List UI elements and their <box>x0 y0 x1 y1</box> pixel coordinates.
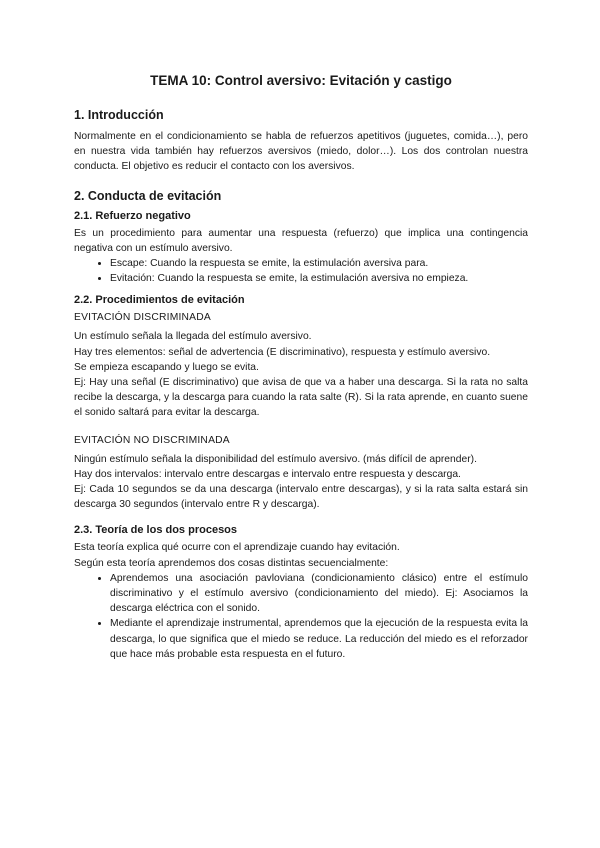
no-discriminada-line-1: Ningún estímulo señala la disponibilidad del estímulo aversivo. (más difícil de aprender). <box>74 453 477 465</box>
subsection-2-1-list <box>74 256 528 286</box>
discriminada-line-3: Se empieza escapando y luego se evita. <box>74 361 259 373</box>
list-item: • Aprendemos una asociación pavloviana (condicionamiento clásico) entre el estímulo discriminativo y el estímulo aversivo (condicionamiento del miedo). Ej: Asociamos la descarga eléctrica con el sonido. <box>110 571 528 617</box>
section-2-heading: 2. Conducta de evitación <box>74 188 222 203</box>
no-discriminada-line-2: Hay dos intervalos: intervalo entre descargas e intervalo entre respuesta y descarga. <box>74 468 461 480</box>
evitacion-no-discriminada-label: EVITACIÓN NO DISCRIMINADA <box>74 434 230 446</box>
subsection-2-2-heading: 2.2. Procedimientos de evitación <box>74 294 245 307</box>
subsection-2-1-paragraph: Es un procedimiento para aumentar una respuesta (refuerzo) que implica una contingencia negativa con un estímulo aversivo. <box>74 227 528 254</box>
subsection-2-3-list <box>74 571 528 662</box>
discriminada-line-2: Hay tres elementos: señal de advertencia (E discriminativo), respuesta y estímulo aversivo. <box>74 346 491 358</box>
discriminada-line-1: Un estímulo señala la llegada del estímulo aversivo. <box>74 331 312 343</box>
subsection-2-3-heading: 2.3. Teoría de los dos procesos <box>74 524 238 537</box>
discriminada-example: Ej: Hay una señal (E discriminativo) que avisa de que va a haber una descarga. Si la rata no salta recibe la descarga, y la descarga para cuando la rata salte (R). Si la rata aprende, en cuanto suene el sonido saltará para evitar la descarga. <box>74 377 528 419</box>
list-item: • Escape: Cuando la respuesta se emite, la estimulación aversiva para. <box>110 256 528 271</box>
section-1-heading: 1. Introducción <box>74 108 164 122</box>
teoria-line-2: Según esta teoría aprendemos dos cosas distintas secuencialmente: <box>74 557 389 569</box>
teoria-line-1: Esta teoría explica qué ocurre con el aprendizaje cuando hay evitación. <box>74 542 400 554</box>
list-item: • Mediante el aprendizaje instrumental, aprendemos que la ejecución de la respuesta evita la descarga, lo que significa que el miedo se reduce. La reducción del miedo es el reforzador que hace más probable esta respuesta en el futuro. <box>110 616 528 662</box>
no-discriminada-example: Ej: Cada 10 segundos se da una descarga (intervalo entre descargas), y si la rata salta estará sin descarga 30 segundos (intervalo entre R y descarga). <box>74 484 528 511</box>
document-title: TEMA 10: Control aversivo: Evitación y castigo <box>150 73 452 88</box>
subsection-2-1-heading: 2.1. Refuerzo negativo <box>74 209 191 222</box>
evitacion-discriminada-label: EVITACIÓN DISCRIMINADA <box>74 312 211 324</box>
list-item: • Evitación: Cuando la respuesta se emite, la estimulación aversiva no empieza. <box>110 271 528 286</box>
section-1-paragraph: Normalmente en el condicionamiento se habla de refuerzos apetitivos (juguetes, comida…), pero en nuestra vida también hay refuerzos aversivos (miedo, dolor…). Los dos controlan nuestra conducta. El objetivo es reducir el contacto con los aversivos. <box>74 131 528 173</box>
